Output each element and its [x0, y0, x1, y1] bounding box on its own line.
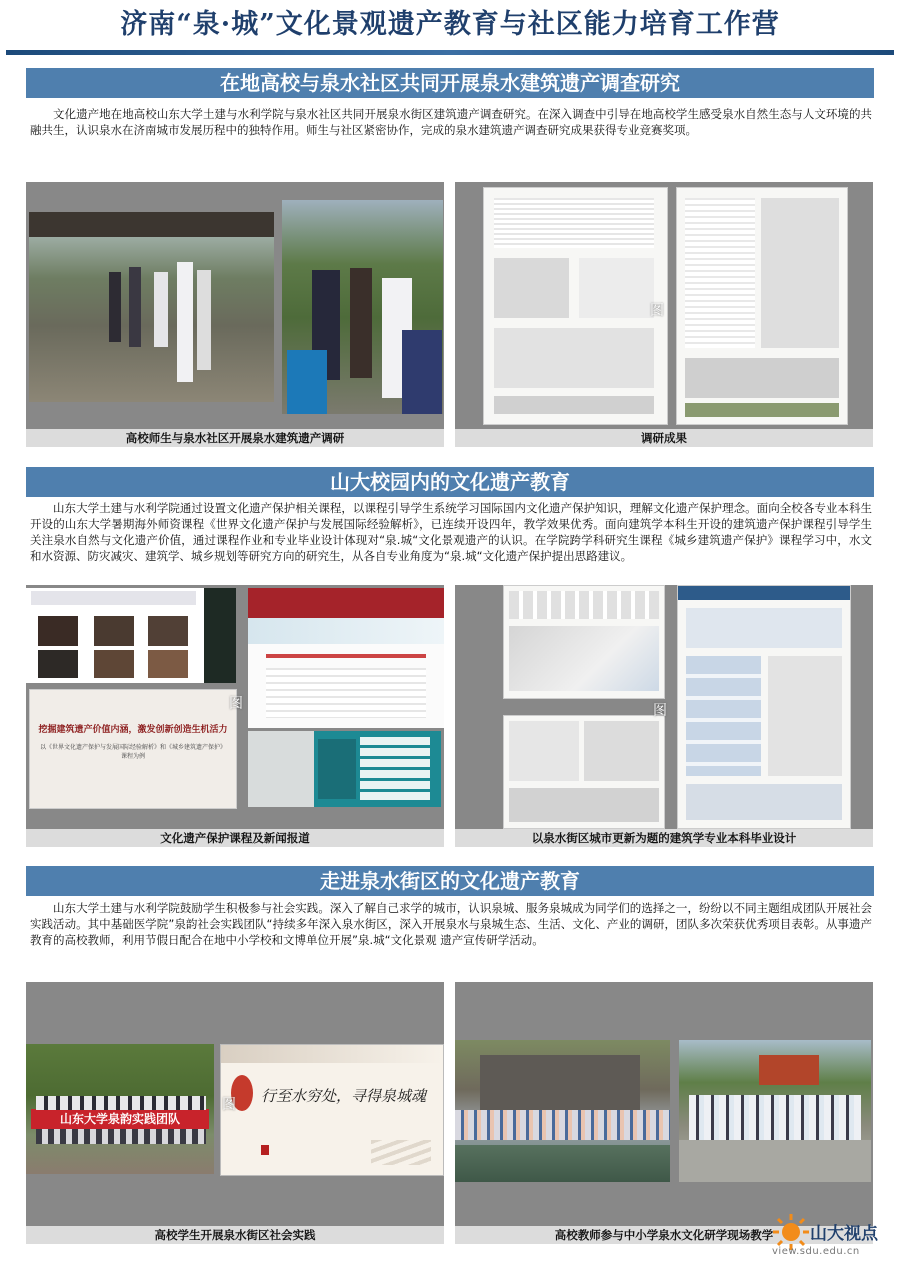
page-title: 济南“泉·城”文化景观遗产教育与社区能力培育工作营 [120, 9, 780, 40]
design-board-2 [503, 715, 665, 829]
sdu-news-logo [772, 1213, 892, 1259]
news-report-screenshot [248, 588, 444, 728]
section-2-text: 山东大学土建与水利学院通过设置文化遗产保护相关课程，以课程引导学生系统学习国际国内文化遗产保护知识，理解文化遗产保护理念。面向全校各专业本科生开设的山东大学暑期海外师资课程《世界文化遗产保护与发展国际经验解析》，已连续开设四年，教学效果优秀。面向建筑学本科生开设的建筑遗产保护课程引导学生关注泉水自然与文化遗产价值，通过课程作业和专业毕业设计体现对“泉.城“文化景观遗产的认识。在学院跨学科研究生课程《城乡建筑遗产保护》课程学习中，水文和水资源、防灾减灾、建筑学、城乡规划等研究方向的研究生，从各自专业角度为“泉.城“文化遗产保护提出思路建议。 [30, 501, 872, 563]
title-divider [6, 50, 894, 55]
survey-photo-1 [29, 212, 274, 402]
section-1-results-panel [455, 182, 873, 447]
section-2-design-panel [455, 585, 873, 847]
online-course-screenshot [26, 588, 236, 683]
team-banner: 山东大学泉韵实践团队 [31, 1109, 209, 1129]
design-board-3 [677, 585, 851, 829]
section-3-heading: 走进泉水街区的文化遗产教育 [26, 866, 874, 896]
watermark-glyph-3: 图 [653, 703, 667, 719]
section-1-text: 文化遗产地在地高校山东大学土建与水利学院与泉水社区共同开展泉水街区建筑遗产调查研究。在深入调查中引导在地高校学生感受泉水自然生态与人文环境的共融共生，认识泉水在济南城市发展历程中的独特作用。师生与社区紧密协作，完成的泉水建筑遗产调查研究成果获得专业竞赛奖项。 [30, 107, 872, 137]
caption-research-results: 调研成果 [455, 429, 873, 447]
section-2-course-panel [26, 585, 444, 847]
caption-course-news: 文化遗产保护课程及新闻报道 [26, 829, 444, 847]
online-class-screenshot [248, 731, 441, 807]
section-1-heading: 在地高校与泉水社区共同开展泉水建筑遗产调查研究 [26, 68, 874, 98]
course-slide-title: 挖掘建筑遗产价值内涵，激发创新创造生机活力 [38, 725, 228, 735]
caption-field-teaching: 高校教师参与中小学泉水文化研学现场教学 [455, 1226, 873, 1244]
field-teaching-photo-1 [455, 1040, 670, 1182]
survey-photo-2 [282, 200, 443, 414]
logo-url: view.sdu.edu.cn [772, 1246, 860, 1257]
research-board-1 [483, 187, 668, 425]
caption-survey-photos: 高校师生与泉水社区开展泉水建筑遗产调研 [26, 429, 444, 447]
section-3-practice-panel [26, 982, 444, 1244]
section-1-photo-panel [26, 182, 444, 447]
watermark-glyph: 图 [650, 303, 664, 319]
calligraphy-text: 行至水穷处，寻得泉城魂 [261, 1087, 427, 1105]
section-2-heading: 山大校园内的文化遗产教育 [26, 467, 874, 497]
course-slide [29, 689, 237, 809]
caption-social-practice: 高校学生开展泉水街区社会实践 [26, 1226, 444, 1244]
course-slide-subtitle: 以《世界文化遗产保护与发展国际经验解析》和《城乡建筑遗产保护》课程为例 [40, 744, 227, 760]
section-3-teaching-panel [455, 982, 873, 1244]
section-3-text: 山东大学土建与水利学院鼓励学生积极参与社会实践。深入了解自己求学的城市，认识泉城、服务泉城成为同学们的选择之一，纷纷以不同主题组成团队开展社会实践活动。其中基础医学院”泉韵社会实践团队“持续多年深入泉水街区，深入开展泉水与泉城生态、生活、文化、产业的调研，团队多次荣获优秀项目表彰。从事遗产教育的高校教师，利用节假日配合在地中小学校和文博单位开展”泉.城“文化景观 遗产宣传研学活动。 [30, 901, 872, 947]
research-board-2 [676, 187, 848, 425]
calligraphy-poster [220, 1044, 444, 1176]
design-board-1 [503, 585, 665, 699]
caption-graduation-design: 以泉水街区城市更新为题的建筑学专业本科毕业设计 [455, 829, 873, 847]
watermark-glyph-4: 图 [222, 1097, 236, 1113]
field-teaching-photo-2 [679, 1040, 871, 1182]
logo-text: 山大视点 [810, 1224, 878, 1244]
student-team-photo [26, 1044, 214, 1174]
watermark-glyph-2: 图 [229, 696, 243, 712]
